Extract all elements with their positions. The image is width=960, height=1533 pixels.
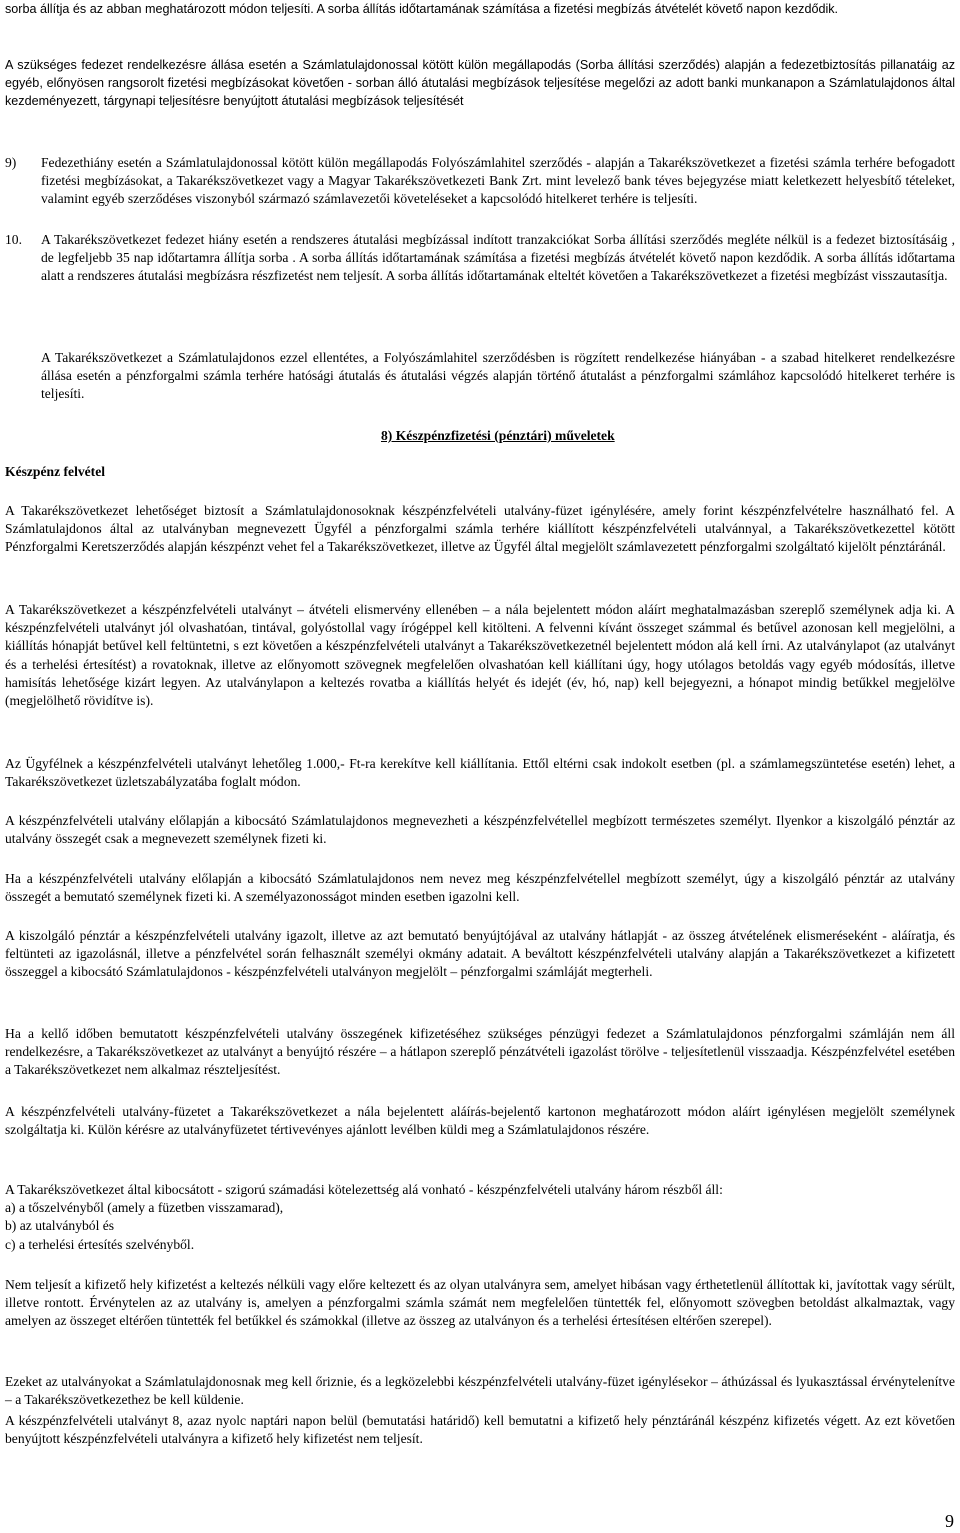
paragraph-ezeket: Ezeket az utalványokat a Számlatulajdonosnak meg kell őriznie, és a legközelebbi készpénzfelvételi utalvány-füzet igénylésekor – áthúzással és lyukasztással érvénytelenítve – a Takarékszövetkezethez be kell küldenie.: [5, 1374, 955, 1408]
list-block: [5, 1181, 955, 1254]
paragraph: Ha a készpénzfelvételi utalvány előlapján a kibocsátó Számlatulajdonos nem nevez meg készpénzfelvétellel megbízott személyt, úgy a kiszolgáló pénztár az utalvány összegét a bemutató személynek fizeti ki. A személyazonosságot minden esetben igazolni kell.: [5, 871, 955, 905]
numbered-item-9: [5, 154, 955, 209]
paragraph-sorba: sorba állítja és az abban meghatározott módon teljesíti. A sorba állítás időtartamának számítása a fizetési megbízás átvételét követő napon kezdődik.: [5, 2, 839, 16]
page-number: 9: [945, 1511, 954, 1531]
paragraph: A készpénzfelvételi utalvány előlapján a kibocsátó Számlatulajdonos megnevezheti a készpénzfelvétellel megbízott természetes személyt. Ilyenkor a kiszolgáló pénztár az utalvány összegét csak a megnevezett személynek fizeti ki.: [5, 813, 955, 847]
list-item: c) a terhelési értesítés szelvényből.: [5, 1236, 195, 1252]
paragraph-fedezet: A szükséges fedezet rendelkezésre állása esetén a Számlatulajdonossal kötött külön megállapodás (Sorba állítási szerződés) alapján a fedezetbiztosítás pillanatáig az egyéb, előnyösen rangsorolt fizetési megbízásokat követően - sorban álló átutalási megbízások teljesítése megelőzi az adott banki munkanapon a Számlatulajdonos által kezdeményezett, tárgynapi teljesítésre benyújtott átutalási megbízások teljesítését: [5, 58, 955, 109]
paragraph-hitelkeret: A Takarékszövetkezet a Számlatulajdonos ezzel ellentétes, a Folyószámlahitel szerződésben is rögzített rendelkezése hiányában - a szabad hitelkeret rendelkezésre állása esetén a pénzforgalmi számla terhére hatósági átutalás és átutalási végzés alapján történő átutalást a pénzforgalmi számlához kapcsolódó hitelkeret terhére is teljesíti.: [41, 350, 955, 402]
side-title: Készpénz felvétel: [5, 464, 106, 479]
list-item: a) a tőszelvényből (amely a füzetben visszamarad),: [5, 1200, 284, 1216]
item-text: Fedezethiány esetén a Számlatulajdonossal kötött külön megállapodás Folyószámlahitel szerződés - alapján a Takarékszövetkezet a fizetési számla terhére befogadott fizetési megbízásokat, a Takarékszövetkezet vagy a Magyar Takarékszövetkezeti Bank Zrt. mint levelező bank téves bejegyzése miatt keletkezett helyesbítő tételeket, valamint egyéb szerződéses viszonyból származó számlavezetői követeléseket a kapcsolódó hitelkeret terhére is teljesíti.: [41, 155, 955, 207]
numbered-item-10: [5, 231, 955, 286]
paragraph: Ha a kellő időben bemutatott készpénzfelvételi utalvány összegének kifizetéséhez szükséges pénzügyi fedezet a Számlatulajdonos pénzforgalmi számláján nem áll rendelkezésre, a Takarékszövetkezet az utalványt a benyújtó részére – a hátlapon szereplő pénzátvételi igazolást törölve - teljesítetlenül visszaadja. Készpénzfelvétel esetében a Takarékszövetkezet nem alkalmaz részteljesítést.: [5, 1026, 955, 1078]
paragraph: A kiszolgáló pénztár a készpénzfelvételi utalvány igazolt, illetve az azt bemutató benyújtójával az utalvány hátlapját - az összeg átvételének elismeréseként - aláíratja, és feltünteti az igazolásnál, illetve a pénzfelvétel során felhasznált személyi okmány adatait. A beváltott készpénzfelvételi utalvány alapján a Takarékszövetkezet a kifizetett összeggel a kibocsátó Számlatulajdonos - készpénzfelvételi utalványon megjelölt – pénzforgalmi számláját megterheli.: [5, 928, 955, 980]
paragraph: Az Ügyfélnek a készpénzfelvételi utalványt lehetőleg 1.000,- Ft-ra kerekítve kell kiállítania. Ettől eltérni csak indokolt esetben (pl. a számlamegszüntetése esetén) lehet, a Takarékszövetkezet üzletszabályzatába foglalt módon.: [5, 756, 955, 790]
list-intro: A Takarékszövetkezet által kibocsátott - szigorú számadási kötelezettség alá vonható - készpénzfelvételi utalvány három részből áll:: [5, 1182, 723, 1197]
paragraph: A Takarékszövetkezet lehetőséget biztosít a Számlatulajdonosoknak készpénzfelvételi utalvány-füzet igénylésére, amely forint készpénzfelvételre használható fel. A Számlatulajdonos által az utalványban megnevezett Ügyfél a pénzforgalmi számla terhére kiállított készpénzfelvételi utalvánnyal, a Takarékszövetkezettel kötött Pénzforgalmi Keretszerződés alapján készpénzt vehet fel a Takarékszövetkezet, illetve az Ügyfél által megjelölt számlavezetett pénzforgalmi szolgáltató kijelölt pénztáránál.: [5, 503, 955, 555]
paragraph-nem-teljesit: Nem teljesít a kifizető hely kifizetést a keltezés nélküli vagy előre keltezett és az olyan utalványra sem, amelyet hibásan vagy érthetetlenül állítottak ki, javítottak vagy sérült, illetve rontott. Érvénytelen az az utalvány is, amelyen a pénzforgalmi számla számát nem megfelelően tüntették fel, előnyomott szövegben betoldást alkalmaztak, vagy amelyen az összeget eltérően tüntették fel betűkkel és számokkal (illetve az összeg az utalványon és a terhelési értesítésen eltérően szerepel).: [5, 1277, 955, 1329]
item-number: 9): [5, 155, 17, 170]
paragraph: A készpénzfelvételi utalvány-füzetet a Takarékszövetkezet a nála bejelentett aláírás-bejelentő kartonon meghatározott módon aláírt igénylésen megjelölt személynek szolgáltatja ki. Külön kérésre az utalványfüzetet tértivevényes ajánlott levélben küldi meg a Számlatulajdonos részére.: [5, 1104, 955, 1138]
item-number: 10.: [5, 232, 22, 247]
list-item: b) az utalványból és: [5, 1218, 115, 1234]
item-text: A Takarékszövetkezet fedezet hiány esetén a rendszeres átutalási megbízással indított tranzakciókat Sorba állítási szerződés megléte nélkül is a fedezet biztosításáig , de legfeljebb 35 nap időtartamra állítja sorba . A sorba állítás időtartamának számítása a fizetési megbízás átvételét követő napon kezdődik. A sorba állítás időtartama alatt a rendszeres átutalási megbízásra részfizetést nem teljesít. A sorba állítás időtartamának elteltét követően a Takarékszövetkezet a fizetési megbízást visszautasítja.: [41, 232, 955, 284]
paragraph-bemutatas: A készpénzfelvételi utalványt 8, azaz nyolc naptári napon belül (bemutatási határidő) kell bemutatni a kifizető hely pénztáránál készpénz kifizetés végett. Az ezt követően benyújtott készpénzfelvételi utalványra a kifizető hely kifizetést nem teljesít.: [5, 1413, 955, 1447]
paragraph: A Takarékszövetkezet a készpénzfelvételi utalványt – átvételi elismervény ellenében – a nála bejelentett módon aláírt meghatalmazásban szereplő személynek adja ki. A készpénzfelvételi utalványt jól olvashatóan, tintával, golyóstollal vagy írógéppel kell kitölteni. A felvenni kívánt összeget számmal és betűvel azonosan kell megjelölni, a kiállítás hónapját betűvel kell feltüntetni, s ezt követően a készpénzfelvételi utalványt a Takarékszövetkezetnél bejelentett módon alá kell írni. Az utalványlapot (az utalványt és a terhelési értesítést) a rovatoknak, illetve az előnyomott szövegnek megfelelően olvashatóan kell kiállítani úgy, hogy utólagos betoldás vagy egyéb módosítás, illetve hamisítás lehetősége kizárt legyen. Az utalványlapon a keltezés rovatba a kiállítás helyét és idejét (év, hó, nap) kell bejegyezni, a hónapot mindig betűkkel megjelölve (megjelölhető rövidítve is).: [5, 602, 955, 709]
section-title: 8) Készpénzfizetési (pénztári) műveletek: [381, 428, 615, 443]
